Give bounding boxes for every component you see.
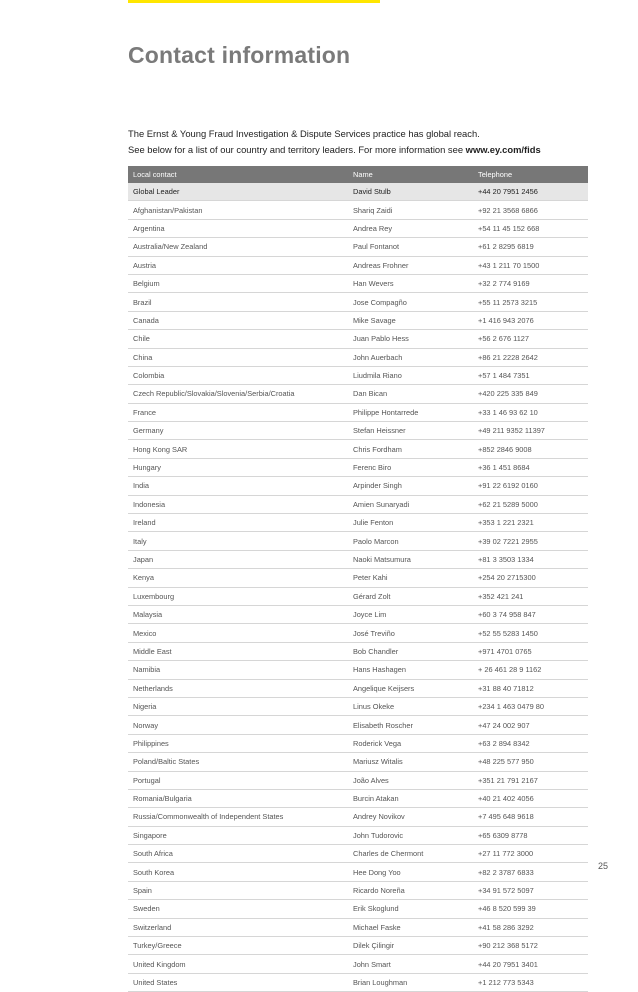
contact-location: Middle East (133, 646, 172, 656)
contact-name: Arpinder Singh (353, 481, 402, 491)
contact-location: Chile (133, 334, 150, 344)
header-name: Name (353, 170, 373, 179)
contact-location: Singapore (133, 830, 167, 840)
contact-name: Liudmila Riano (353, 371, 402, 381)
contact-name: Mariusz Witalis (353, 757, 403, 767)
contact-location: Mexico (133, 628, 157, 638)
contact-location: Canada (133, 315, 159, 325)
contact-location: United Kingdom (133, 959, 186, 969)
table-row (128, 863, 588, 881)
contact-location: Luxembourg (133, 591, 175, 601)
contact-location: France (133, 407, 157, 417)
contact-telephone: +852 2846 9008 (478, 444, 532, 454)
contact-telephone: +7 495 648 9618 (478, 812, 534, 822)
contact-telephone: +52 55 5283 1450 (478, 628, 538, 638)
contact-name: Angelique Keijsers (353, 683, 415, 693)
contact-telephone: +40 21 402 4056 (478, 794, 534, 804)
contact-name: Jose Compagño (353, 297, 407, 307)
contact-name: João Alves (353, 775, 389, 785)
table-row (128, 238, 588, 256)
contact-location: Ireland (133, 518, 156, 528)
contact-telephone: +32 2 774 9169 (478, 279, 530, 289)
global-leader-telephone: +44 20 7951 2456 (478, 187, 538, 197)
contact-telephone: +57 1 484 7351 (478, 371, 530, 381)
contact-telephone: +254 20 2715300 (478, 573, 536, 583)
page-title: Contact information (128, 42, 351, 68)
contact-location: Malaysia (133, 610, 163, 620)
contact-name: Stefan Heissner (353, 426, 406, 436)
table-row (128, 440, 588, 458)
contact-location: Hungary (133, 463, 161, 473)
table-row (128, 201, 588, 219)
table-row (128, 551, 588, 569)
table-row (128, 257, 588, 275)
contact-name: Gérard Zolt (353, 591, 391, 601)
contact-name: Hee Dong Yoo (353, 867, 401, 877)
contact-name: Andreas Frohner (353, 260, 409, 270)
contact-telephone: +60 3 74 958 847 (478, 610, 536, 620)
contact-telephone: +91 22 6192 0160 (478, 481, 538, 491)
contact-telephone: +36 1 451 8684 (478, 463, 530, 473)
contact-location: Hong Kong SAR (133, 444, 188, 454)
contact-telephone: +971 4701 0765 (478, 646, 532, 656)
contacts-table (128, 166, 588, 992)
table-row (128, 367, 588, 385)
table-row (128, 716, 588, 734)
contact-name: Erik Skoglund (353, 904, 399, 914)
contact-name: Amien Sunaryadi (353, 499, 410, 509)
contact-location: South Korea (133, 867, 175, 877)
contact-telephone: + 26 461 28 9 1162 (478, 665, 542, 675)
contact-name: Linus Okeke (353, 702, 395, 712)
contact-telephone: +41 58 286 3292 (478, 922, 534, 932)
contact-location: China (133, 352, 153, 362)
contact-telephone: +46 8 520 599 39 (478, 904, 536, 914)
table-row (128, 532, 588, 550)
contact-location: Poland/Baltic States (133, 757, 200, 767)
contact-telephone: +1 212 773 5343 (478, 977, 534, 987)
contact-telephone: +47 24 002 907 (478, 720, 530, 730)
table-row (128, 919, 588, 937)
contact-telephone: +65 6309 8778 (478, 830, 528, 840)
table-row (128, 827, 588, 845)
contact-telephone: +49 211 9352 11397 (478, 426, 545, 436)
table-row (128, 459, 588, 477)
fids-website-link[interactable]: www.ey.com/fids (465, 144, 541, 155)
contact-location: India (133, 481, 150, 491)
contact-name: José Treviño (353, 628, 395, 638)
header-local-contact: Local contact (133, 170, 177, 179)
contact-location: Afghanistan/Pakistan (133, 205, 203, 215)
contact-telephone: +33 1 46 93 62 10 (478, 407, 538, 417)
contact-name: Bob Chandler (353, 646, 399, 656)
contact-name: Hans Hashagen (353, 665, 407, 675)
table-row (128, 588, 588, 606)
contact-location: Czech Republic/Slovakia/Slovenia/Serbia/Croatia (133, 389, 295, 399)
contact-location: Italy (133, 536, 147, 546)
contact-location: Germany (133, 426, 164, 436)
table-row (128, 569, 588, 587)
contact-location: Indonesia (133, 499, 166, 509)
contact-telephone: +63 2 894 8342 (478, 738, 530, 748)
table-header-row (128, 166, 588, 183)
contact-telephone: +34 91 572 5097 (478, 886, 534, 896)
intro-line-1: The Ernst & Young Fraud Investigation & Dispute Services practice has global reach. (128, 128, 480, 139)
contact-name: Ricardo Noreña (353, 886, 405, 896)
table-row (128, 772, 588, 790)
contact-telephone: +86 21 2228 2642 (478, 352, 538, 362)
table-row (128, 808, 588, 826)
intro-line-2 (128, 142, 588, 158)
contact-name: Chris Fordham (353, 444, 402, 454)
contact-telephone: +43 1 211 70 1500 (478, 260, 540, 270)
contact-telephone: +1 416 943 2076 (478, 315, 534, 325)
contact-name: Han Wevers (353, 279, 394, 289)
contact-name: Andrea Rey (353, 223, 393, 233)
contact-name: John Tudorovic (353, 830, 404, 840)
contact-name: Roderick Vega (353, 738, 402, 748)
table-row (128, 385, 588, 403)
table-row (128, 514, 588, 532)
table-row (128, 735, 588, 753)
contact-telephone: +31 88 40 71812 (478, 683, 534, 693)
contact-location: Argentina (133, 223, 165, 233)
contact-location: Kenya (133, 573, 154, 583)
contact-name: Dan Bican (353, 389, 388, 399)
contact-location: Nigeria (133, 702, 157, 712)
table-row (128, 753, 588, 771)
table-row (128, 624, 588, 642)
contact-location: Russia/Commonwealth of Independent States (133, 812, 284, 822)
contact-location: Norway (133, 720, 159, 730)
header-telephone: Telephone (478, 170, 513, 179)
contact-name: Charles de Chermont (353, 849, 424, 859)
table-row (128, 790, 588, 808)
table-row (128, 293, 588, 311)
contact-location: Australia/New Zealand (133, 242, 208, 252)
contact-name: John Auerbach (353, 352, 403, 362)
contact-telephone: +55 11 2573 3215 (478, 297, 538, 307)
contact-location: Namibia (133, 665, 161, 675)
contact-telephone: +62 21 5289 5000 (478, 499, 538, 509)
global-leader-row (128, 183, 588, 201)
table-row (128, 974, 588, 992)
contact-name: Dilek Çilingir (353, 941, 395, 951)
table-row (128, 275, 588, 293)
contact-telephone: +82 2 3787 6833 (478, 867, 534, 877)
contact-name: Brian Loughman (353, 977, 408, 987)
contact-telephone: +90 212 368 5172 (478, 941, 538, 951)
contact-telephone: +351 21 791 2167 (478, 775, 538, 785)
table-row (128, 404, 588, 422)
contact-name: Andrey Novikov (353, 812, 405, 822)
contact-location: Spain (133, 886, 152, 896)
contact-location: Austria (133, 260, 157, 270)
contact-location: Brazil (133, 297, 152, 307)
contact-name: Elisabeth Roscher (353, 720, 413, 730)
contact-telephone: +81 3 3503 1334 (478, 555, 534, 564)
contact-name: Juan Pablo Hess (353, 334, 409, 344)
contact-telephone: +420 225 335 849 (478, 389, 538, 399)
contact-location: Romania/Bulgaria (133, 794, 192, 804)
contact-telephone: +234 1 463 0479 80 (478, 702, 544, 712)
table-row (128, 330, 588, 348)
table-row (128, 680, 588, 698)
contact-name: Julie Fenton (353, 518, 394, 528)
contact-telephone: +61 2 8295 6819 (478, 242, 534, 252)
table-row (128, 496, 588, 514)
contact-telephone: +92 21 3568 6866 (478, 205, 538, 215)
table-row (128, 937, 588, 955)
contact-name: Joyce Lim (353, 610, 387, 620)
contact-location: Sweden (133, 904, 160, 914)
contact-name: Paul Fontanot (353, 242, 400, 252)
contact-location: Belgium (133, 279, 160, 289)
table-row (128, 312, 588, 330)
contact-location: Philippines (133, 738, 169, 748)
table-row (128, 845, 588, 863)
contact-name: Mike Savage (353, 315, 396, 325)
contact-location: Colombia (133, 371, 165, 381)
contact-telephone: +44 20 7951 3401 (478, 959, 538, 969)
contact-location: Portugal (133, 775, 161, 785)
contact-telephone: +353 1 221 2321 (478, 518, 534, 528)
contact-telephone: +54 11 45 152 668 (478, 223, 540, 233)
table-row (128, 220, 588, 238)
contact-telephone: +39 02 7221 2955 (478, 536, 538, 546)
contact-name: Michael Faske (353, 922, 401, 932)
contact-name: Naoki Matsumura (353, 555, 411, 564)
table-row (128, 477, 588, 495)
table-row (128, 698, 588, 716)
contact-name: Paolo Marcon (353, 536, 399, 546)
contact-location: United States (133, 977, 178, 987)
contact-telephone: +56 2 676 1127 (478, 334, 530, 344)
contact-name: Burcin Atakan (353, 794, 399, 804)
table-row (128, 349, 588, 367)
contact-telephone: +352 421 241 (478, 591, 524, 601)
global-leader-name: David Stulb (353, 187, 391, 197)
brand-accent-bar (128, 0, 380, 3)
table-row (128, 606, 588, 624)
page-number: 25 (597, 861, 608, 871)
contact-name: Ferenc Biro (353, 463, 392, 473)
table-row (128, 422, 588, 440)
table-row (128, 643, 588, 661)
global-leader-label: Global Leader (133, 187, 180, 197)
intro-line-2-text: See below for a list of our country and territory leaders. For more information see (128, 144, 466, 155)
contact-location: Japan (133, 555, 154, 564)
contact-name: Philippe Hontarrede (353, 407, 419, 417)
contact-name: Shariq Zaidi (353, 205, 393, 215)
contact-telephone: +27 11 772 3000 (478, 849, 534, 859)
contact-rows (128, 201, 588, 992)
intro-text (128, 126, 588, 158)
contact-location: Netherlands (133, 683, 173, 693)
table-row (128, 661, 588, 679)
contact-name: Peter Kahi (353, 573, 388, 583)
contact-name: John Smart (353, 959, 391, 969)
contact-location: South Africa (133, 849, 173, 859)
contact-location: Turkey/Greece (133, 941, 182, 951)
table-row (128, 882, 588, 900)
table-row (128, 955, 588, 973)
contact-location: Switzerland (133, 922, 172, 932)
contact-telephone: +48 225 577 950 (478, 757, 534, 767)
